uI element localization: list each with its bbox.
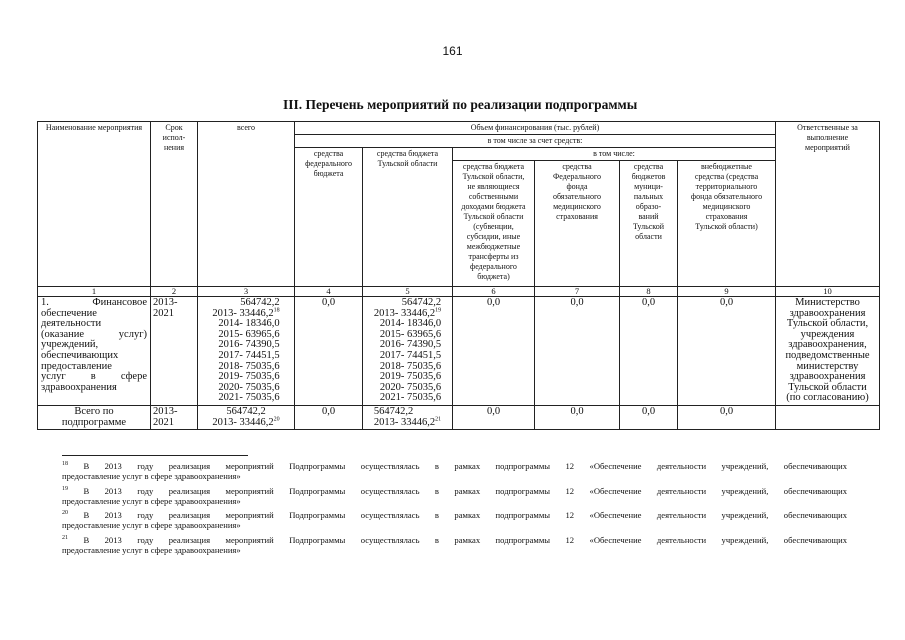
text-line-value: трансферты из [468,252,519,261]
text-line-value: 2013- 33446,2 [373,416,436,428]
footnote-text: В 2013 году реализация мероприятий Подпрограммы осуществлялась в рамках подпрограммы 12 «Обеспечение деятельности учреждений, обеспечивающих [83,535,848,545]
text-line [163,123,186,133]
header-total: всего [198,122,295,287]
text-line-value: 2019- 75035,6 [218,371,280,383]
text-line-value: средства бюджета [462,162,525,171]
text-line [461,242,525,252]
text-line-value: учреждения [800,328,855,340]
text-line-value: 2013- 33446,2 [212,307,274,319]
total-regional-transfers: 0,0 [453,405,535,429]
text-line [163,143,186,153]
text-line-value: 2016- 74390,5 [218,339,280,351]
footnote-number: 19 [62,486,68,493]
footnote-text: В 2013 году реализация мероприятий Подпрограммы осуществлялась в рамках подпрограммы 12 «Обеспечение деятельности учреждений, обеспечивающих [83,510,848,520]
total-oms: 0,0 [535,405,620,429]
text-line-value: 2018- 75035,6 [379,360,442,372]
text-line-value: 2021- 75035,6 [218,392,280,404]
text-line [41,383,147,394]
text-line-value: выполнение [806,133,849,142]
text-line-value: Тульской [632,222,665,231]
activity-municipal: 0,0 [620,297,678,406]
text-line [553,162,601,172]
footnote [62,511,847,530]
activity-term [151,297,198,406]
column-number: 8 [620,287,678,297]
footnote-ref: 21 [435,416,442,423]
total-row [38,405,880,429]
text-line [461,272,525,282]
text-line-value: 2021 [153,307,174,319]
text-line-value: 2020- 75035,6 [218,381,280,393]
text-line-value: 2015- 63965,6 [379,328,442,340]
text-line [461,262,525,272]
text-line-value: 2013- [153,297,178,308]
text-line-value: учреждений, [41,339,99,351]
footnote-divider [62,455,248,456]
text-line [553,172,601,182]
text-line [374,393,441,404]
footnote-ref: 20 [273,416,280,423]
text-line-value: 564742,2 [240,297,280,308]
text-line-value: Ответственные за [797,123,858,132]
text-line-value: 2018- 75035,6 [218,360,280,372]
text-line-value: испол- [162,133,186,142]
text-line-value: фонда обязательного [690,192,763,201]
text-line-value: здравоохранения [789,371,866,383]
page-title: III. Перечень мероприятий по реализации подпрограммы [283,97,638,112]
text-line [691,172,762,182]
column-number: 4 [295,287,363,297]
footnote-text-cont: предоставление услуг в сфере здравоохранения» [62,519,241,530]
text-line-value: 2013- 33446,2 [212,416,274,428]
text-line-value: муници- [634,182,663,191]
column-number: 9 [678,287,776,297]
text-line-value: 564742,2 [401,297,442,308]
activity-extrabudget: 0,0 [678,297,776,406]
text-line-value: Тульской области [463,212,524,221]
footnote-number: 20 [62,510,68,517]
text-line [461,212,525,222]
text-line [632,212,666,222]
text-line [632,162,666,172]
text-line-value: здравоохранения [41,381,117,393]
text-line [632,232,666,242]
text-line-value: фонда [566,182,588,191]
footnote [62,536,847,555]
header-extrabudget [678,161,776,287]
footnote-number: 18 [62,461,68,468]
text-line [632,192,666,202]
footnote-text: В 2013 году реализация мероприятий Подпрограммы осуществлялась в рамках подпрограммы 12 «Обеспечение деятельности учреждений, обеспечивающих [83,486,848,496]
text-line-value: внебюджетные [700,162,752,171]
activity-regional-transfers: 0,0 [453,297,535,406]
text-line-value: Федерального [552,172,601,181]
text-line [461,192,525,202]
text-line [461,182,525,192]
total-regional [363,405,453,429]
text-line [461,162,525,172]
text-line [553,212,601,222]
column-number: 7 [535,287,620,297]
text-line-value: 2013- [153,405,178,417]
text-line [553,192,601,202]
footnote [62,487,847,506]
text-line [691,222,762,232]
text-line [632,222,666,232]
text-line [691,192,762,202]
text-line [553,202,601,212]
text-line-value: Тульской области [788,381,867,393]
header-including-sources: в том числе за счет средств: [295,135,776,148]
header-oms [535,161,620,287]
total-term [151,405,198,429]
column-number: 2 [151,287,198,297]
page-number: 161 [442,44,463,58]
text-line-value: Тульской области, [786,318,869,330]
text-line-value: 2014- 18346,0 [218,318,280,330]
header-name: Наименование мероприятия [38,122,151,287]
text-line-value: министерству [796,360,859,372]
header-federal: средства федерального бюджета [295,148,363,287]
text-line [632,182,666,192]
text-line-value: (по согласованию) [786,392,869,404]
footnote [62,462,847,481]
header-funding: Объем финансирования (тыс. рублей) [295,122,776,135]
text-line [691,162,762,172]
text-line-value: межбюджетные [466,242,521,251]
text-line-value: средства [633,162,664,171]
text-line-value: обеспечение [41,307,97,319]
header-regional: средства бюджета Тульской области [363,148,453,287]
text-line [691,212,762,222]
text-line-value: ваний [638,212,659,221]
text-line [691,182,762,192]
text-line-value: Всего по [74,405,114,417]
text-line [153,309,178,320]
text-line-value: образо- [635,202,662,211]
text-line [461,202,525,212]
table-row [38,297,880,406]
text-line [691,202,762,212]
text-line-value: (субвенции, [473,222,514,231]
text-line-value: не являющиеся [467,182,520,191]
text-line-value: 564742,2 [226,405,266,417]
text-line-value: средства (средства [694,172,759,181]
footnote-ref: 19 [435,307,442,314]
total-federal: 0,0 [295,405,363,429]
text-line-value: 2017- 74451,5 [218,349,280,361]
text-line-value: услуг в сфере [41,371,147,383]
footnote-text-cont: предоставление услуг в сфере здравоохранения» [62,495,241,506]
text-line-value: мероприятий [805,143,850,152]
text-line [797,123,858,133]
total-name [38,405,151,429]
text-line-value: 2015- 63965,6 [218,328,280,340]
column-number: 6 [453,287,535,297]
text-line-value: подведомственные [785,349,870,361]
activity-responsible [776,297,880,406]
column-number: 5 [363,287,453,297]
text-line [461,252,525,262]
text-line-value: 2020- 75035,6 [379,381,442,393]
text-line [553,182,601,192]
text-line [797,143,858,153]
activity-federal: 0,0 [295,297,363,406]
text-line-value: доходами бюджета [461,202,526,211]
text-line-value: 2014- 18346,0 [379,318,442,330]
column-number: 3 [198,287,295,297]
text-line-value: подпрограмме [61,416,127,428]
text-line-value: территориального [695,182,758,191]
text-line [163,133,186,143]
text-line-value: федерального [470,262,517,271]
header-responsible [776,122,880,287]
text-line-value: медицинского [702,202,751,211]
text-line [461,172,525,182]
text-line [785,393,869,404]
footnote-text: В 2013 году реализация мероприятий Подпрограммы осуществлялась в рамках подпрограммы 12 «Обеспечение деятельности учреждений, обеспечивающих [83,461,848,471]
text-line-value: нения [163,143,185,152]
text-line [212,418,279,429]
text-line [461,222,525,232]
text-line-value: здравоохранения [789,307,866,319]
text-line-value: деятельности [41,318,102,330]
text-line-value: 2013- 33446,2 [373,307,436,319]
column-number: 10 [776,287,880,297]
text-line-value: 2016- 74390,5 [379,339,442,351]
text-line [632,172,666,182]
text-line-value: 2021 [153,416,174,428]
header-term [151,122,198,287]
text-line-value: области [635,232,662,241]
text-line [632,202,666,212]
column-number: 1 [38,287,151,297]
text-line-value: 2021- 75035,6 [379,392,442,404]
footnote-text-cont: предоставление услуг в сфере здравоохранения» [62,544,241,555]
text-line-value: собственными [468,192,519,201]
text-line-value: Министерство [795,297,860,308]
text-line-value: субсидии, иные [466,232,521,241]
text-line-value: Срок [165,123,183,132]
text-line [62,418,126,429]
activity-name [38,297,151,406]
activities-table [37,121,880,430]
text-line-value: 1. Финансовое [41,297,147,308]
text-line-value: медицинского [553,202,601,211]
footnote-text-cont: предоставление услуг в сфере здравоохранения» [62,470,241,481]
total-responsible [776,405,880,429]
text-line-value: 2017- 74451,5 [379,349,442,361]
text-line [153,418,178,429]
text-line-value: обязательного [552,192,602,201]
header-regional-transfers [453,161,535,287]
activity-total [198,297,295,406]
text-line-value: 2019- 75035,6 [379,371,442,383]
total-extrabudget: 0,0 [678,405,776,429]
text-line-value: средства [562,162,592,171]
text-line-value: 564742,2 [373,405,414,417]
activity-regional [363,297,453,406]
text-line-value: (оказание услуг) [41,328,147,340]
text-line-value: бюджета) [477,272,510,281]
header-including: в том числе: [453,148,776,161]
text-line-value: предоставление [41,360,112,372]
header-municipal [620,161,678,287]
activity-oms: 0,0 [535,297,620,406]
text-line [212,393,279,404]
footnote-number: 21 [62,535,68,542]
text-line-value: пальных [633,192,664,201]
text-line-value: страхования [705,212,748,221]
text-line [374,418,441,429]
text-line [797,133,858,143]
text-line-value: здравоохранения, [788,339,867,351]
total-municipal: 0,0 [620,405,678,429]
text-line-value: страхования [556,212,598,221]
text-line-value: Тульской области, [462,172,525,181]
footnote-ref: 18 [273,307,280,314]
text-line-value: обеспечивающих [41,349,119,361]
text-line-value: Тульской области) [695,222,758,231]
text-line-value: бюджетов [631,172,666,181]
total-total [198,405,295,429]
text-line [461,232,525,242]
